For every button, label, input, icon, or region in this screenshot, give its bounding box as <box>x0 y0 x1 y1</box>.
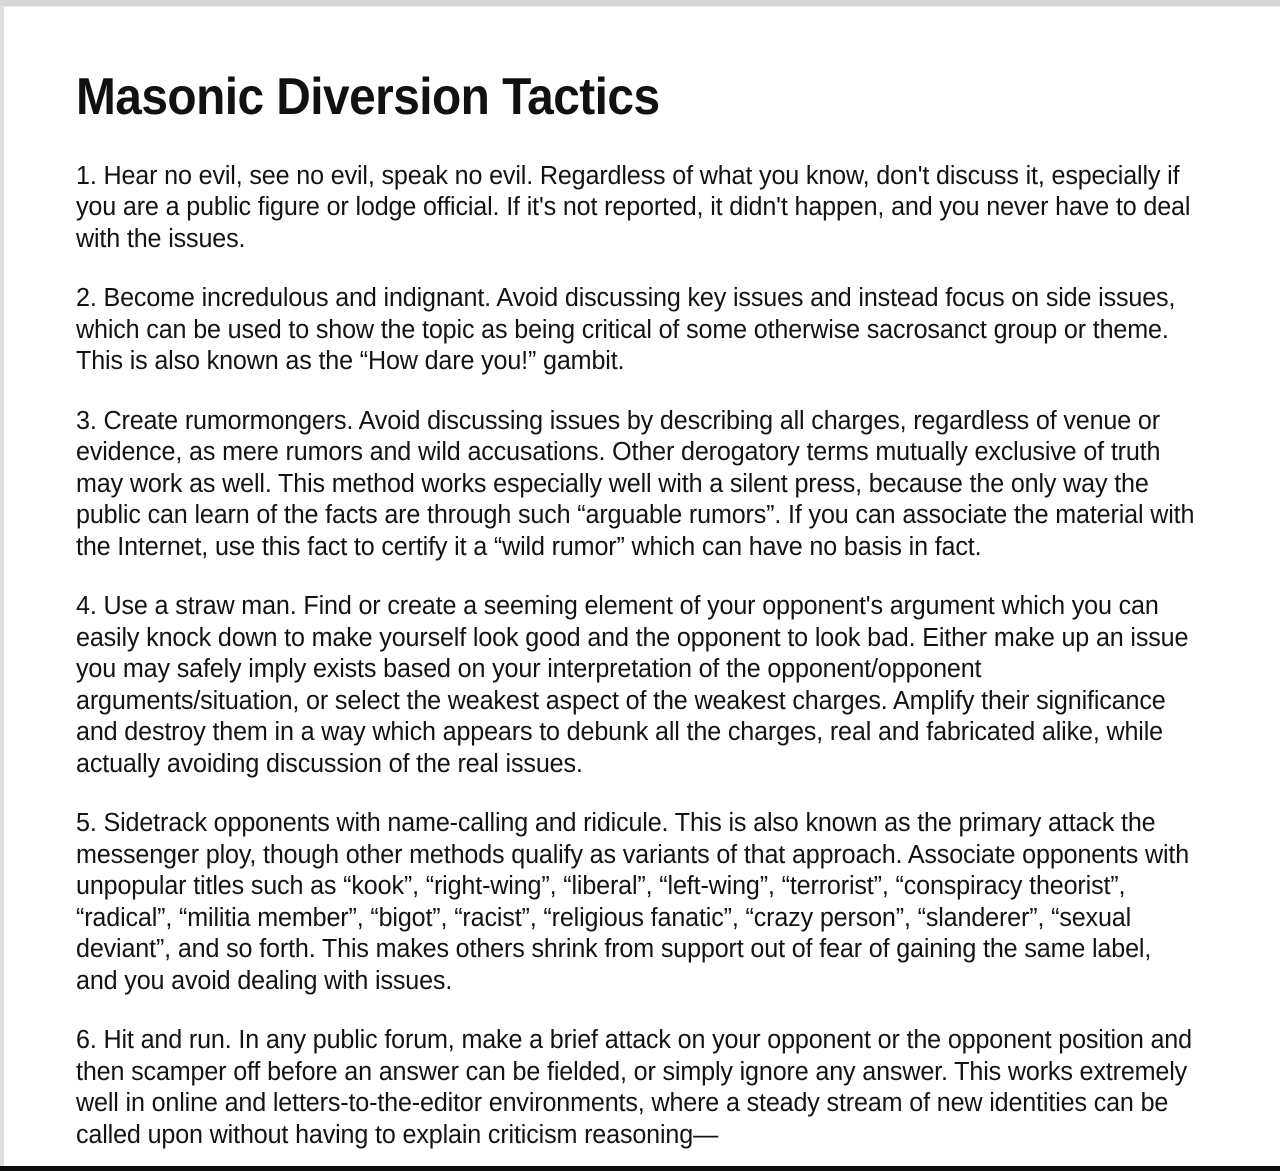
tactic-paragraph-4: 4. Use a straw man. Find or create a seeming element of your opponent's argument which you can easily knock down to make yourself look good and the opponent to look bad. Either make up an issue you may safely imply exists based on your interpretation of the opponent/opponent arguments/situation, or select the weakest aspect of the weakest charges. Amplify their significance and destroy them in a way which appears to debunk all the charges, real and fabricated alike, while actually avoiding discussion of the real issues. <box>76 592 1189 778</box>
left-gutter <box>0 7 4 1171</box>
tactic-paragraph-2: 2. Become incredulous and indignant. Avoid discussing key issues and instead focus on side issues, which can be used to show the topic as being critical of some otherwise sacrosanct group or theme. This is also known as the “How dare you!” gambit. <box>76 284 1176 376</box>
document-body <box>76 161 1216 1152</box>
top-chrome-bar <box>0 0 1280 7</box>
document-page <box>5 8 1280 1166</box>
tactic-paragraph-6: 6. Hit and run. In any public forum, make a brief attack on your opponent or the opponent position and then scamper off before an answer can be fielded, or simply ignore any answer. This works extremely well in online and letters-to-the-editor environments, where a steady stream of new identities can be called upon without having to explain criticism reasoning— <box>76 1026 1192 1149</box>
tactic-paragraph-1: 1. Hear no evil, see no evil, speak no evil. Regardless of what you know, don't discuss it, especially if you are a public figure or lodge official. If it's not reported, it didn't happen, and you never have to deal with the issues. <box>76 161 1191 253</box>
bottom-chrome-bar <box>0 1166 1280 1171</box>
tactic-paragraph-3: 3. Create rumormongers. Avoid discussing issues by describing all charges, regardless of venue or evidence, as mere rumors and wild accusations. Other derogatory terms mutually exclusive of truth may work as well. This method works especially well with a silent press, because the only way the public can learn of the facts are through such “arguable rumors”. If you can associate the material with the Internet, use this fact to certify it a “wild rumor” which can have no basis in fact. <box>76 406 1195 561</box>
tactic-paragraph-5: 5. Sidetrack opponents with name-calling and ridicule. This is also known as the primary attack the messenger ploy, though other methods qualify as variants of that approach. Associate opponents with unpopular titles such as “kook”, “right-wing”, “liberal”, “left-wing”, “terrorist”, “conspiracy theorist”, “radical”, “militia member”, “bigot”, “racist”, “religious fanatic”, “crazy person”, “slanderer”, “sexual deviant”, and so forth. This makes others shrink from support out of fear of gaining the same label, and you avoid dealing with issues. <box>76 809 1190 995</box>
document-content <box>76 8 1216 1151</box>
page-title: Masonic Diversion Tactics <box>76 68 660 126</box>
